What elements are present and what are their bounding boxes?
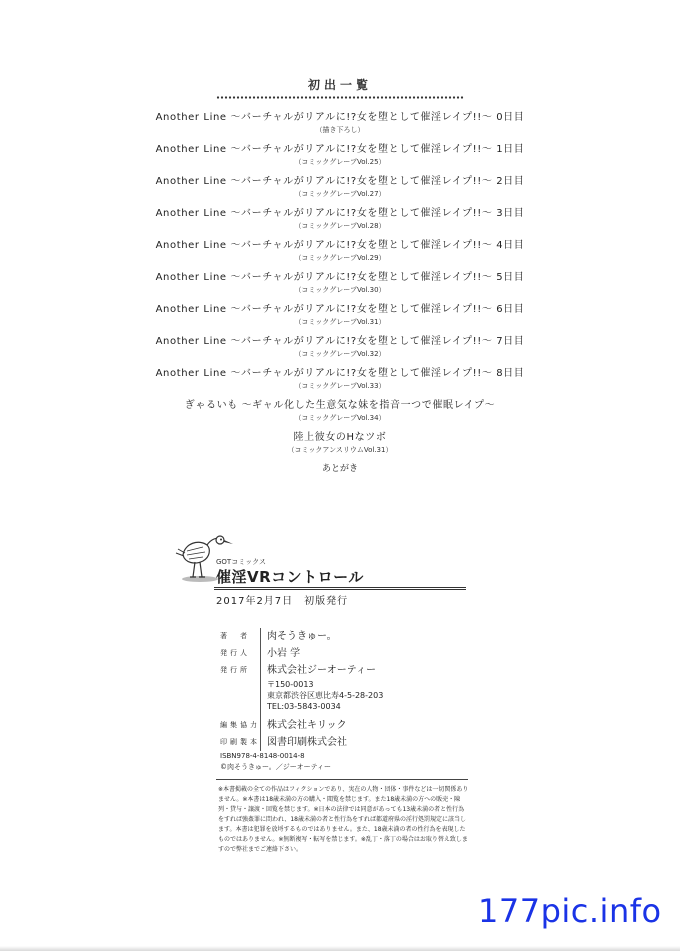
dotted-divider <box>216 96 464 99</box>
phone: TEL:03-5843-0034 <box>267 702 341 711</box>
title-divider <box>214 589 466 590</box>
credit-value: 株式会社ジーオーティー <box>267 665 376 676</box>
credit-row-editing <box>220 717 480 734</box>
list-item <box>0 366 680 398</box>
list-item <box>0 206 680 238</box>
credit-value: 株式会社キリック <box>267 720 347 731</box>
entry-source: （コミックグレープVol.32） <box>294 350 386 358</box>
entry-source: （描き下ろし） <box>315 126 365 134</box>
credit-separator <box>260 734 261 751</box>
legal-notice: ※本書掲載の全ての作品はフィクションであり、実在の人物・団体・事件などは一切関係ありません。※本書は18歳未満の方の購入・閲覧を禁じます。また18歳未満の方への販売・陳列・貸与・譲渡・回覧を禁じます。※日本の法律では同意があっても13歳未満の者と性行為をすれば強姦罪に問われ、18歳未満の者と性行為をすれば都道府県の淫行処罰規定に該当します。本書は犯罪を放埒するものではありません。また、18歳未満の者の性行為を表現したものではありません。※無断複写・転写を禁じます。※乱丁・落丁の場合はお取り替え致しますので弊社までご連絡下さい。 <box>218 786 469 853</box>
entry-source: （コミックグレープVol.25） <box>294 158 386 166</box>
list-item <box>0 302 680 334</box>
list-item <box>0 334 680 366</box>
entry-source: （コミックグレープVol.31） <box>294 318 386 326</box>
title-divider <box>214 587 466 588</box>
entry-title: Another Line ～バーチャルがリアルに!?女を堕として催淫レイプ!!～ 2日目 <box>155 176 525 187</box>
credit-value: 図書印刷株式会社 <box>267 737 347 748</box>
entry-title: Another Line ～バーチャルがリアルに!?女を堕として催淫レイプ!!～ 0日目 <box>155 112 525 123</box>
list-item <box>0 110 680 142</box>
entry-source: （コミックグレープVol.27） <box>294 190 386 198</box>
list-item <box>0 238 680 270</box>
list-item <box>0 270 680 302</box>
credit-label: 印刷製本 <box>220 738 260 746</box>
credit-label: 発行人 <box>220 649 250 657</box>
entry-title: Another Line ～バーチャルがリアルに!?女を堕として催淫レイプ!!～ 4日目 <box>155 240 525 251</box>
credit-separator <box>260 662 261 717</box>
list-item <box>0 174 680 206</box>
credit-label: 著 者 <box>220 632 250 640</box>
entry-title: Another Line ～バーチャルがリアルに!?女を堕として催淫レイプ!!～ 1日目 <box>155 144 525 155</box>
afterword-label: あとがき <box>321 464 358 474</box>
entry-title: Another Line ～バーチャルがリアルに!?女を堕として催淫レイプ!!～ 8日目 <box>155 368 525 379</box>
entry-source: （コミックグレープVol.33） <box>294 382 386 390</box>
credit-separator <box>260 628 261 645</box>
isbn-block <box>220 751 331 773</box>
publisher-details <box>267 662 383 717</box>
imprint-label: GOTコミックス <box>216 558 266 566</box>
list-item <box>0 430 680 462</box>
credit-row-author <box>220 628 480 645</box>
list-item <box>0 398 680 430</box>
credit-value: 小岩 学 <box>267 648 301 659</box>
credit-row-publisher <box>220 662 480 717</box>
credits-table <box>220 628 480 751</box>
entry-title: Another Line ～バーチャルがリアルに!?女を堕として催淫レイプ!!～ 6日目 <box>155 304 525 315</box>
list-item <box>0 142 680 174</box>
credit-label: 編集協力 <box>220 721 260 729</box>
credit-separator <box>260 717 261 734</box>
credit-label: 発行所 <box>220 666 250 674</box>
credit-value: 肉そうきゅー。 <box>267 631 337 642</box>
entry-source: （コミックグレープVol.30） <box>294 286 386 294</box>
entry-title: Another Line ～バーチャルがリアルに!?女を堕として催淫レイプ!!～ 5日目 <box>155 272 525 283</box>
site-watermark: 177pic.info <box>478 892 662 930</box>
entry-title: Another Line ～バーチャルがリアルに!?女を堕として催淫レイプ!!～ 3日目 <box>155 208 525 219</box>
entry-source: （コミックグレープVol.29） <box>294 254 386 262</box>
entry-source: （コミックグレープVol.28） <box>294 222 386 230</box>
entry-source: （コミックグレープVol.34） <box>294 414 386 422</box>
entry-source: （コミックアンスリウムVol.31） <box>287 446 393 454</box>
book-title: 催淫VRコントロール <box>216 568 364 586</box>
credit-row-printing <box>220 734 480 751</box>
copyright: ©肉そうきゅー。／ジーオーティー <box>220 763 332 771</box>
first-appearance-list <box>0 110 680 476</box>
isbn: ISBN978-4-8148-0014-8 <box>220 752 305 760</box>
entry-title: Another Line ～バーチャルがリアルに!?女を堕として催淫レイプ!!～ 7日目 <box>155 336 525 347</box>
page-edge-shadow <box>0 946 680 951</box>
first-appearance-heading: 初出一覧 <box>307 78 372 92</box>
notice-divider <box>216 779 468 780</box>
entry-title: 陸上彼女のHなツボ <box>293 432 387 443</box>
address: 東京都渋谷区恵比寿4-5-28-203 <box>267 691 384 700</box>
entry-title: ぎゃるいも ～ギャル化した生意気な妹を指音一つで催眠レイプ～ <box>184 400 496 411</box>
credit-row-publisher-person <box>220 645 480 662</box>
publication-date: 2017年2月7日 初版発行 <box>216 596 349 607</box>
postal-code: 〒150-0013 <box>267 680 314 689</box>
credit-separator <box>260 645 261 662</box>
